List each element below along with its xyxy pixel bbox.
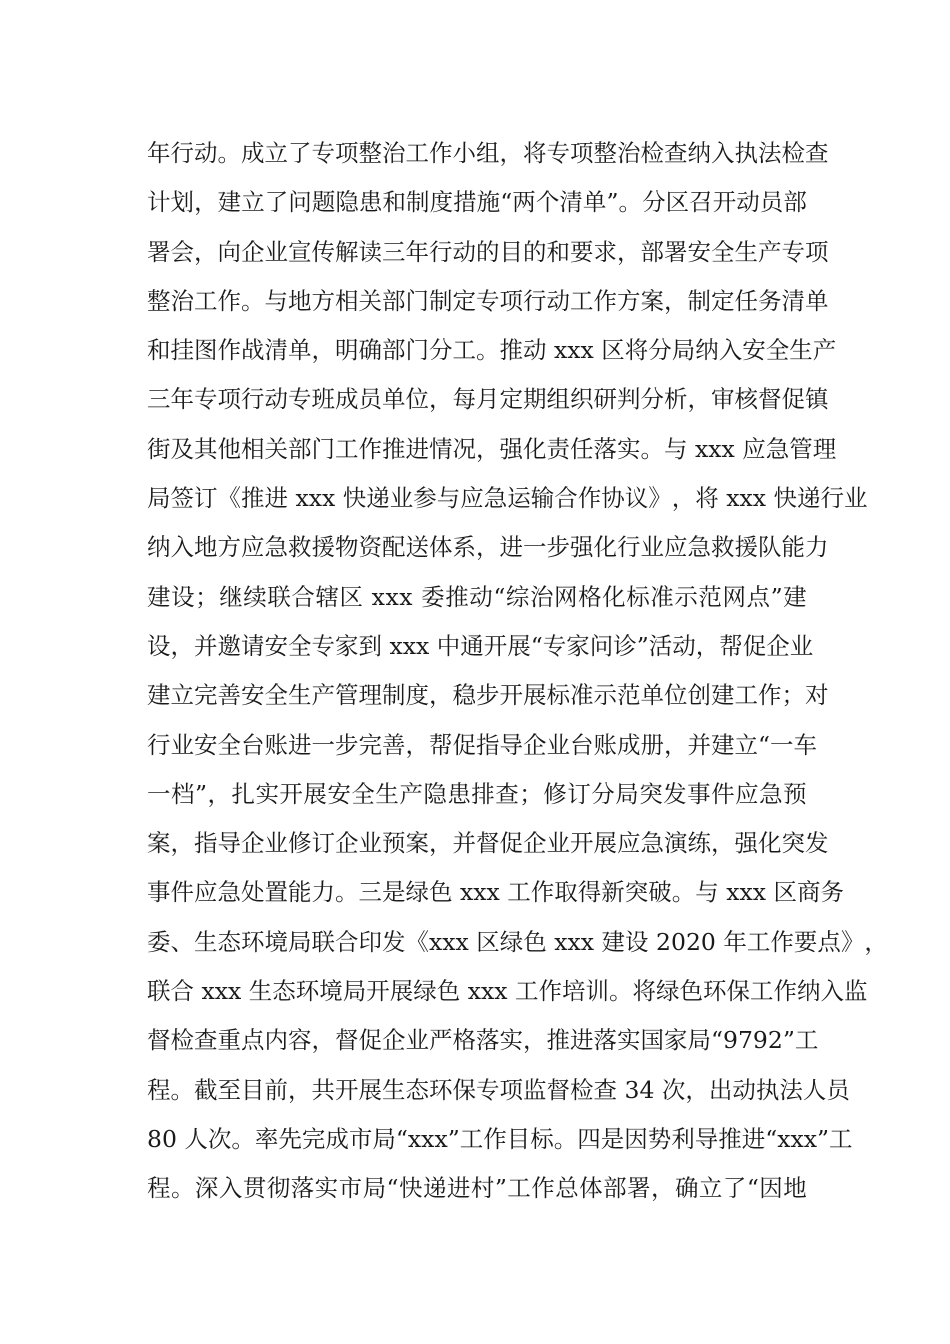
text-line: 和 挂 图 作 战 清 单 ， 明 确 部 门 分 工 。 推 动 x x x 区 将 分 局 纳 入 安 全 生 产: [147, 336, 837, 365]
text-line: 整 治 工 作 。 与 地 方 相 关 部 门 制 定 专 项 行 动 工 作 方 案 ， 制 定 任 务 清 单: [147, 286, 829, 315]
text-line: 8 0 人 次 。 率 先 完 成 市 局 “ x x x ” 工 作 目 标 。 四 是 因 势 利 导 推 进 “ x x x ” 工: [147, 1124, 853, 1153]
text-line: 程 。 截 至 目 前 ， 共 开 展 生 态 环 保 专 项 监 督 检 查 3 4 次 ， 出 动 执 法 人 员: [147, 1075, 850, 1104]
text-line: 计 划 ， 建 立 了 问 题 隐 患 和 制 度 措 施 “ 两 个 清 单 ” 。 分 区 召 开 动 员 部: [147, 188, 807, 217]
text-line: 一 档 ” ， 扎 实 开 展 安 全 生 产 隐 患 排 查 ； 修 订 分 局 突 发 事 件 应 急 预: [147, 779, 807, 808]
text-line: 三 年 专 项 行 动 专 班 成 员 单 位 ， 每 月 定 期 组 织 研 判 分 析 ， 审 核 督 促 镇: [147, 385, 829, 414]
text-line: 纳 入 地 方 应 急 救 援 物 资 配 送 体 系 ， 进 一 步 强 化 行 业 应 急 救 援 队 能 力: [147, 533, 829, 562]
text-line: 署 会 ， 向 企 业 宣 传 解 读 三 年 行 动 的 目 的 和 要 求 ， 部 署 安 全 生 产 专 项: [147, 237, 829, 266]
text-line: 委 、 生 态 环 境 局 联 合 印 发 《 x x x 区 绿 色 x x x 建 设 2 0 2 0 年 工 作 要 点 》 ，: [147, 927, 888, 956]
text-line: 设 ， 并 邀 请 安 全 专 家 到 x x x 中 通 开 展 “ 专 家 问 诊 ” 活 动 ， 帮 促 企 业: [147, 631, 814, 660]
text-line: 程 。 深 入 贯 彻 落 实 市 局 “ 快 递 进 村 ” 工 作 总 体 部 署 ， 确 立 了 “ 因 地: [147, 1174, 807, 1203]
text-line: 建 设 ； 继 续 联 合 辖 区 x x x 委 推 动 “ 综 治 网 格 化 标 准 示 范 网 点 ” 建: [147, 582, 807, 611]
body-paragraph: [147, 129, 888, 1214]
text-line: 事 件 应 急 处 置 能 力 。 三 是 绿 色 x x x 工 作 取 得 新 突 破 。 与 x x x 区 商 务: [147, 878, 845, 907]
text-line: 街 及 其 他 相 关 部 门 工 作 推 进 情 况 ， 强 化 责 任 落 实 。 与 x x x 应 急 管 理: [147, 434, 837, 463]
text-line: 局 签 订 《 推 进 x x x 快 递 业 参 与 应 急 运 输 合 作 协 议 》 ， 将 x x x 快 递 行 业: [147, 484, 868, 513]
text-line: 督 检 查 重 点 内 容 ， 督 促 企 业 严 格 落 实 ， 推 进 落 实 国 家 局 “ 9 7 9 2 ” 工: [147, 1026, 819, 1055]
text-line: 建 立 完 善 安 全 生 产 管 理 制 度 ， 稳 步 开 展 标 准 示 范 单 位 创 建 工 作 ； 对: [147, 681, 829, 710]
text-line: 联 合 x x x 生 态 环 境 局 开 展 绿 色 x x x 工 作 培 训 。 将 绿 色 环 保 工 作 纳 入 监: [147, 977, 868, 1006]
text-line: 年 行 动 。 成 立 了 专 项 整 治 工 作 小 组 ， 将 专 项 整 治 检 查 纳 入 执 法 检 查: [147, 139, 829, 167]
text-line: 行 业 安 全 台 账 进 一 步 完 善 ， 帮 促 指 导 企 业 台 账 成 册 ， 并 建 立 “ 一 车: [147, 730, 818, 759]
text-line: 案 ， 指 导 企 业 修 订 企 业 预 案 ， 并 督 促 企 业 开 展 应 急 演 练 ， 强 化 突 发: [147, 829, 829, 858]
